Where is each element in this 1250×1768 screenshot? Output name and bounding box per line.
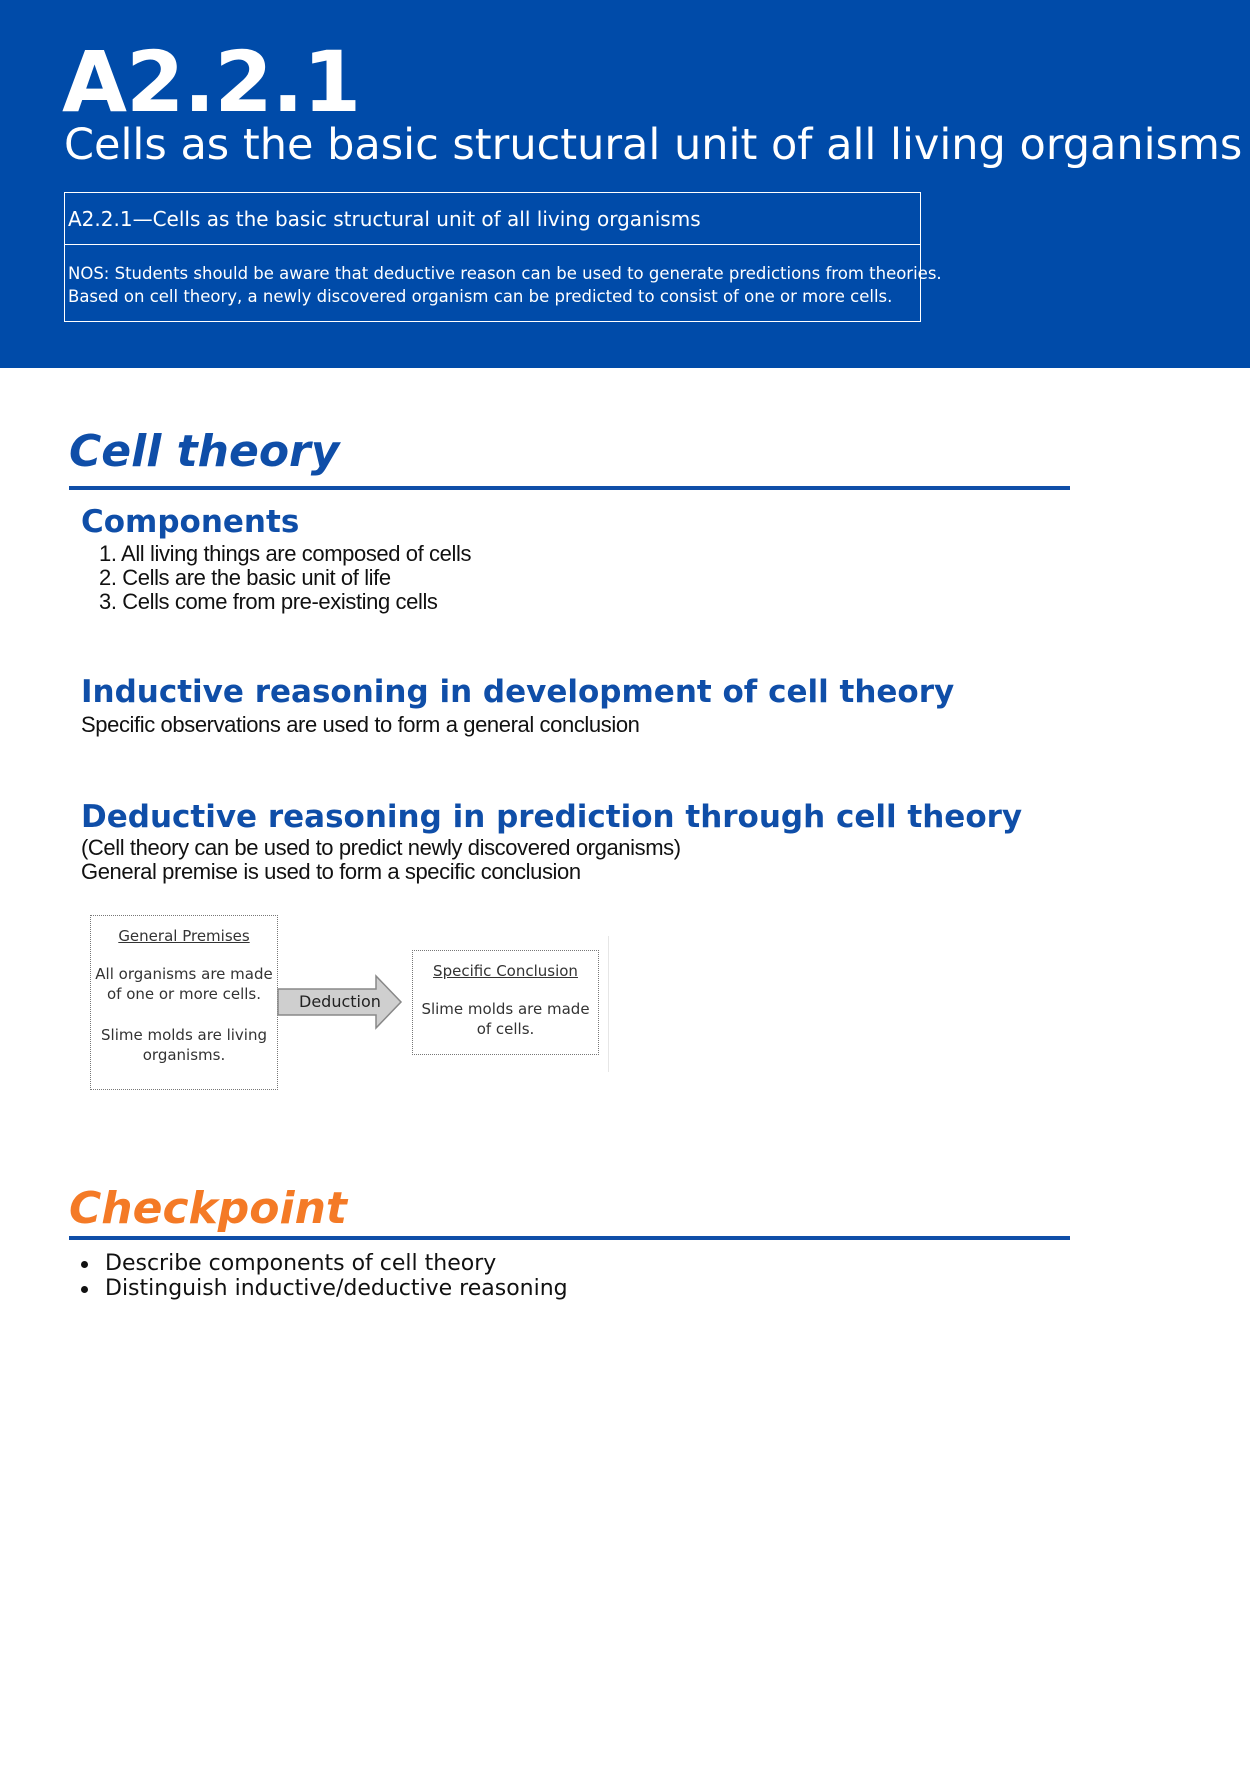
list-item: 1. All living things are composed of cells (99, 541, 472, 566)
list-item: 2. Cells are the basic unit of life (99, 565, 391, 590)
premise-line: organisms. (142, 1046, 226, 1064)
deductive-line: General premise is used to form a specific conclusion (81, 859, 581, 884)
conclusion-box (412, 950, 599, 1055)
conclusion-line: of cells. (476, 1020, 535, 1038)
arrow-label: Deduction (299, 992, 381, 1011)
premises-box (90, 915, 278, 1090)
deductive-heading: Deductive reasoning in prediction through cell theory (81, 799, 1023, 835)
nos-line: NOS: Students should be aware that deductive reason can be used to generate predictions from theories. (68, 264, 942, 283)
premises-heading: General Premises (118, 927, 250, 945)
spec-heading: A2.2.1—Cells as the basic structural unit of all living organisms (65, 193, 920, 245)
inductive-heading: Inductive reasoning in development of cell theory (81, 674, 955, 710)
checkpoint-list (80, 1251, 568, 1301)
list-item: 3. Cells come from pre-existing cells (99, 589, 438, 614)
components-list (99, 542, 471, 614)
conclusion-line: Slime molds are made (421, 1000, 590, 1018)
conclusion-text (413, 999, 598, 1039)
header-banner (0, 0, 1250, 368)
section-title-checkpoint: Checkpoint (69, 1183, 347, 1234)
standard-code: A2.2.1 (62, 33, 361, 131)
section-title-cell-theory: Cell theory (69, 426, 340, 477)
divider (608, 936, 609, 1072)
premise-line: of one or more cells. (106, 985, 262, 1003)
deduction-diagram (88, 912, 618, 1092)
spec-box (64, 192, 942, 322)
section-divider (69, 1236, 1070, 1240)
conclusion-heading: Specific Conclusion (433, 962, 578, 980)
deductive-line: (Cell theory can be used to predict newly discovered organisms) (81, 835, 681, 860)
premise-text (91, 964, 277, 1004)
components-heading: Components (81, 504, 300, 540)
page-title: Cells as the basic structural unit of all living organisms (64, 120, 1243, 170)
inductive-text: Specific observations are used to form a general conclusion (81, 712, 640, 737)
premise-line: Slime molds are living (101, 1026, 267, 1044)
nos-note (65, 245, 942, 308)
premise-text (91, 1025, 277, 1065)
nos-line: Based on cell theory, a newly discovered organism can be predicted to consist of one or more cells. (68, 287, 893, 306)
list-item: Distinguish inductive/deductive reasoning (80, 1276, 568, 1301)
premise-line: All organisms are made (95, 965, 273, 983)
section-divider (69, 486, 1070, 490)
list-item: Describe components of cell theory (80, 1251, 568, 1276)
